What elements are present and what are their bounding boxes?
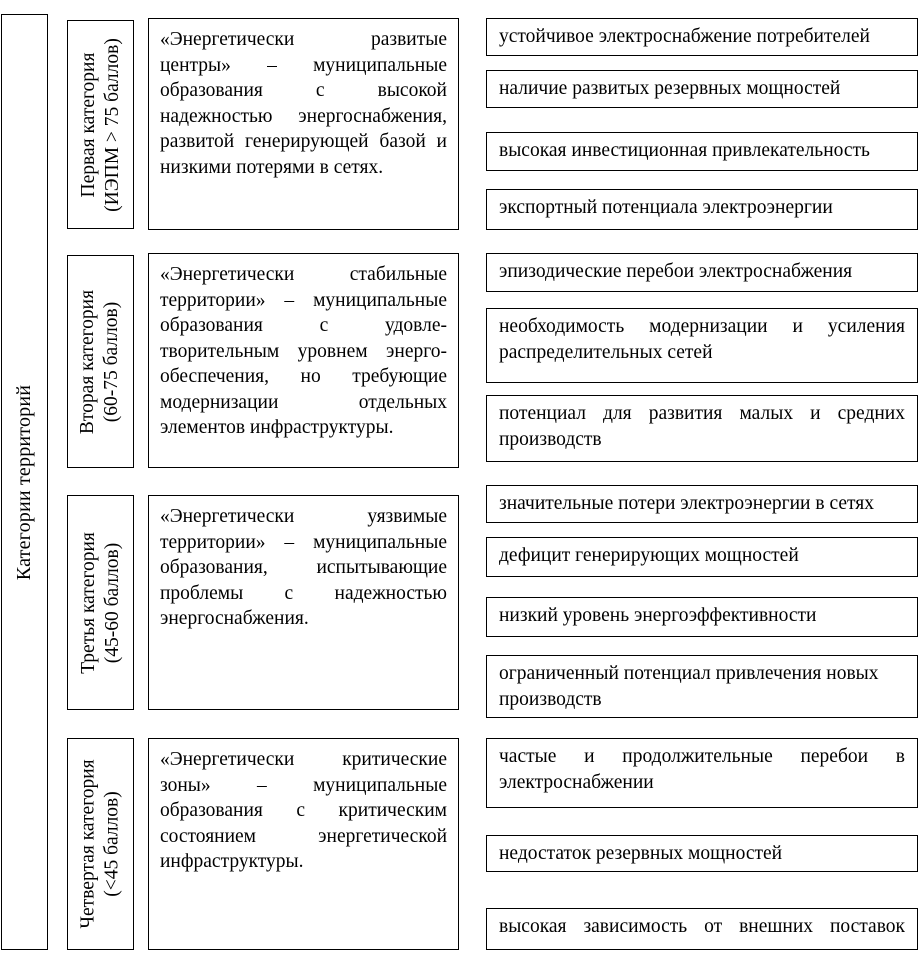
category-2-description: «Энергетически стабильные территории» – муниципальные образования с удовле-творительным уровнем энерго-обеспечения, но требующие модернизации отдельных элементов инфраструктуры. bbox=[160, 264, 447, 438]
category-2-description-box bbox=[148, 253, 459, 468]
feature-text: ограниченный потенциал привлечения новых производств bbox=[499, 663, 879, 710]
category-1-feature-4 bbox=[486, 189, 918, 230]
category-4-title bbox=[77, 759, 125, 928]
category-4-title-line2: (<45 баллов) bbox=[101, 791, 123, 897]
category-3-description: «Энергетически уязвимые территории» – муниципальные образования, испытывающие проблемы с надежностью энергоснабжения. bbox=[160, 506, 447, 629]
category-4-description-box bbox=[148, 738, 459, 950]
feature-text: высокая зависимость от внешних поставок bbox=[499, 916, 905, 937]
feature-text: потенциал для развития малых и средних производств bbox=[499, 403, 905, 450]
feature-text: значительные потери электроэнергии в сетях bbox=[499, 493, 874, 514]
feature-text: частые и продолжительные перебои в электроснабжении bbox=[499, 746, 905, 793]
feature-text: недостаток резервных мощностей bbox=[499, 843, 783, 864]
feature-text: высокая инвестиционная привлекательность bbox=[499, 140, 870, 161]
category-2-feature-3 bbox=[486, 395, 918, 462]
category-3-feature-4 bbox=[486, 655, 918, 718]
category-1-title-line2: (ИЭПМ > 75 баллов) bbox=[101, 37, 123, 212]
feature-text: экспортный потенциала электроэнергии bbox=[499, 197, 833, 218]
category-2-feature-2 bbox=[486, 308, 918, 383]
category-2-title-line1: Вторая категория bbox=[77, 289, 99, 434]
category-1-title-box bbox=[67, 20, 134, 229]
category-3-description-box bbox=[148, 495, 459, 710]
category-1-description-box bbox=[148, 18, 459, 230]
category-3-title-box bbox=[67, 495, 134, 710]
category-3-title-line2: (45-60 баллов) bbox=[101, 542, 123, 663]
category-3-title bbox=[77, 532, 125, 674]
root-category-label: Категории территорий bbox=[13, 384, 35, 580]
category-4-feature-1 bbox=[486, 738, 918, 808]
category-1-feature-1 bbox=[486, 18, 918, 56]
feature-text: дефицит генерирующих мощностей bbox=[499, 545, 799, 566]
category-4-feature-2 bbox=[486, 835, 918, 872]
category-2-title-line2: (60-75 баллов) bbox=[101, 301, 123, 422]
category-3-title-line1: Третья категория bbox=[77, 531, 99, 674]
category-4-feature-3 bbox=[486, 908, 918, 950]
category-1-feature-3 bbox=[486, 132, 918, 171]
category-4-title-line1: Четвертая категория bbox=[77, 759, 99, 929]
category-3-feature-3 bbox=[486, 597, 918, 637]
category-3-feature-2 bbox=[486, 537, 918, 577]
root-category-box bbox=[1, 14, 48, 950]
category-4-title-box bbox=[67, 738, 134, 950]
feature-text: устойчивое электроснабжение потребителей bbox=[499, 26, 870, 47]
category-1-title-line1: Первая категория bbox=[77, 52, 99, 197]
category-2-title-box bbox=[67, 255, 134, 468]
category-1-feature-2 bbox=[486, 70, 918, 108]
category-2-feature-1 bbox=[486, 253, 918, 292]
category-4-description: «Энергетически критические зоны» – муниципальные образования с критическим состоянием энергетической инфраструктуры. bbox=[160, 749, 447, 872]
category-2-title bbox=[77, 289, 125, 433]
feature-text: необходимость модернизации и усиления распределительных сетей bbox=[499, 316, 905, 363]
feature-text: низкий уровень энергоэффективности bbox=[499, 605, 817, 626]
feature-text: наличие развитых резервных мощностей bbox=[499, 78, 841, 99]
category-1-title bbox=[77, 38, 125, 212]
category-1-description: «Энергетически развитые центры» – муниципальные образования с высокой надежностью энергоснабжения, развитой генерирующей базой и низкими потерями в сетях. bbox=[160, 29, 447, 178]
feature-text: эпизодические перебои электроснабжения bbox=[499, 261, 853, 282]
category-3-feature-1 bbox=[486, 485, 918, 523]
